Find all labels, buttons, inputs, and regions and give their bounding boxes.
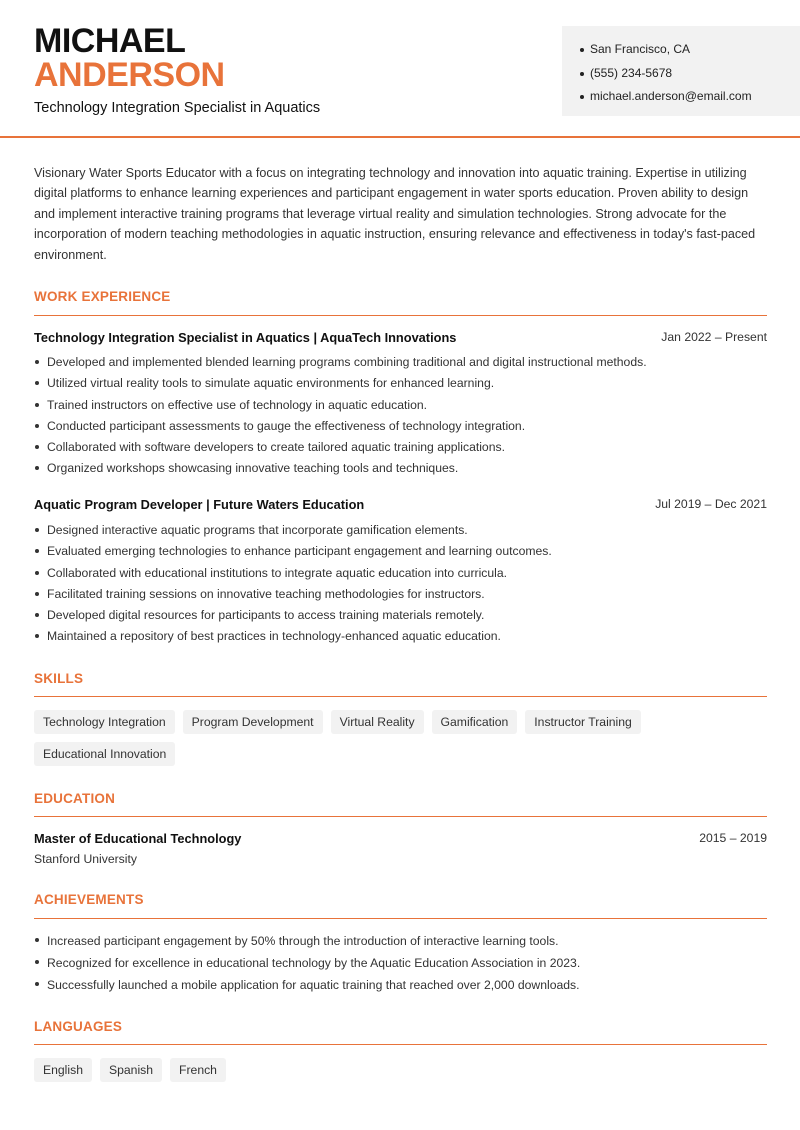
- job-title: Technology Integration Specialist in Aquatics | AquaTech Innovations: [34, 330, 457, 345]
- section-title-education: EDUCATION: [34, 791, 116, 806]
- education-degree: Master of Educational Technology: [34, 831, 242, 846]
- contact-box: [562, 26, 800, 116]
- education-years: 2015 – 2019: [699, 831, 767, 845]
- job-bullets: [34, 520, 768, 648]
- contact-location: San Francisco, CA: [580, 38, 800, 62]
- list-item: Collaborated with educational institutions to integrate aquatic education into curricula.: [34, 563, 768, 584]
- last-name: ANDERSON: [34, 56, 225, 94]
- contact-email: michael.anderson@email.com: [580, 85, 800, 109]
- section-title-work-experience: WORK EXPERIENCE: [34, 289, 171, 304]
- achievements-list: [34, 930, 768, 996]
- section-title-skills: SKILLS: [34, 671, 84, 686]
- skills-list: [34, 710, 768, 766]
- section-divider: [34, 696, 767, 697]
- section-divider: [34, 315, 767, 316]
- contact-phone: (555) 234-5678: [580, 62, 800, 86]
- job-bullets: [34, 352, 768, 480]
- first-name: MICHAEL: [34, 22, 186, 60]
- skill-chip: Technology Integration: [34, 710, 175, 734]
- list-item: Successfully launched a mobile application for aquatic training that reached over 2,000 downloads.: [34, 974, 768, 996]
- section-title-languages: LANGUAGES: [34, 1019, 123, 1034]
- skill-chip: Virtual Reality: [331, 710, 424, 734]
- list-item: Conducted participant assessments to gauge the effectiveness of technology integration.: [34, 416, 768, 437]
- list-item: Evaluated emerging technologies to enhance participant engagement and learning outcomes.: [34, 541, 768, 562]
- list-item: Developed digital resources for participants to access training materials remotely.: [34, 605, 768, 626]
- candidate-name: [34, 24, 225, 92]
- list-item: Organized workshops showcasing innovative teaching tools and techniques.: [34, 458, 768, 479]
- list-item: Recognized for excellence in educational technology by the Aquatic Education Association in 2023.: [34, 952, 768, 974]
- section-title-achievements: ACHIEVEMENTS: [34, 892, 144, 907]
- skill-chip: Gamification: [432, 710, 518, 734]
- language-chip: Spanish: [100, 1058, 162, 1082]
- languages-list: [34, 1058, 768, 1082]
- skill-chip: Educational Innovation: [34, 742, 175, 766]
- language-chip: English: [34, 1058, 92, 1082]
- list-item: Maintained a repository of best practices in technology-enhanced aquatic education.: [34, 626, 768, 647]
- list-item: Facilitated training sessions on innovative teaching methodologies for instructors.: [34, 584, 768, 605]
- education-school: Stanford University: [34, 852, 137, 866]
- headline: Technology Integration Specialist in Aquatics: [34, 100, 321, 116]
- language-chip: French: [170, 1058, 226, 1082]
- list-item: Trained instructors on effective use of technology in aquatic education.: [34, 395, 768, 416]
- job-dates: Jul 2019 – Dec 2021: [655, 497, 767, 511]
- summary: Visionary Water Sports Educator with a focus on integrating technology and innovation into aquatic training. Expertise in utilizing digital platforms to enhance learning experiences and participant engagement in water sports education. Proven ability to design and implement interactive training programs that leverage virtual reality and simulation technologies. Strong advocate for the incorporation of modern teaching methodologies in aquatic instruction, ensuring relevance and effectiveness in today's fast-paced environment.: [34, 166, 756, 262]
- resume-header: [0, 0, 800, 138]
- job-dates: Jan 2022 – Present: [661, 330, 767, 344]
- skill-chip: Program Development: [183, 710, 323, 734]
- section-divider: [34, 1044, 767, 1045]
- section-divider: [34, 816, 767, 817]
- list-item: Increased participant engagement by 50% through the introduction of interactive learning tools.: [34, 930, 768, 952]
- job-title: Aquatic Program Developer | Future Waters Education: [34, 497, 365, 512]
- list-item: Designed interactive aquatic programs that incorporate gamification elements.: [34, 520, 768, 541]
- list-item: Developed and implemented blended learning programs combining traditional and digital instructional methods.: [34, 352, 768, 373]
- list-item: Utilized virtual reality tools to simulate aquatic environments for enhanced learning.: [34, 373, 768, 394]
- skill-chip: Instructor Training: [525, 710, 641, 734]
- list-item: Collaborated with software developers to create tailored aquatic training applications.: [34, 437, 768, 458]
- section-divider: [34, 918, 767, 919]
